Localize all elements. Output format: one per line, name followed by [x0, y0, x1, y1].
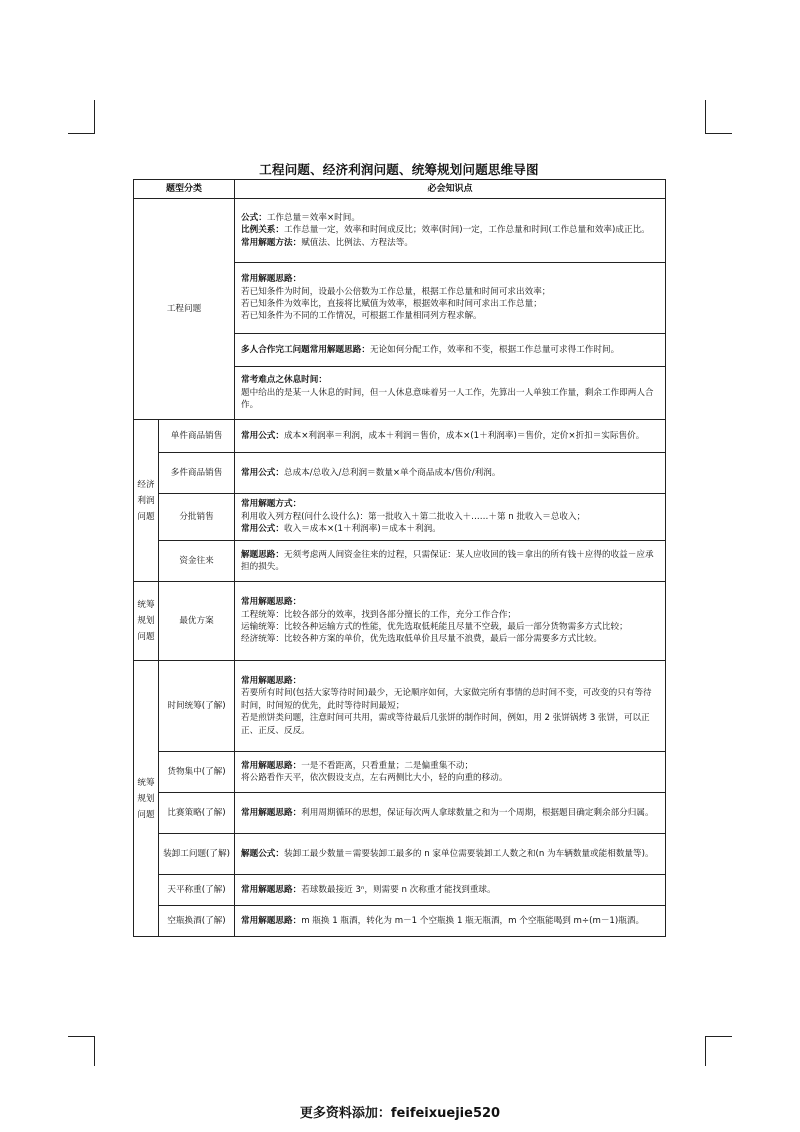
text: 若已知条件为效率比，直接将比赋值为效率，根据效率和时间可求出工作总量；	[241, 299, 542, 309]
text: 若球数最接近 3ⁿ，则需要 n 次称重才能找到重球。	[301, 884, 496, 895]
engineering-rest-cell	[235, 367, 666, 420]
crop-mark-top-left	[68, 133, 95, 134]
table-row	[134, 582, 666, 661]
text: 若要所有时间(包括大家等待时间)最少，无论顺序如何，大家做完所有事情的总时间不变，可改变的只有等待时间，时间短的优先，此时等待时间最短；	[241, 688, 652, 711]
text: 若是煎饼类问题，注意时间可共用，需或等待最后几张饼的制作时间，例如，用 2 张饼锅烤 3 张饼，可以正正、正反、反反。	[241, 713, 650, 736]
table-row	[134, 752, 666, 793]
engineering-teamwork-cell	[235, 334, 666, 367]
table-row	[134, 420, 666, 453]
bold-label: 常用解题思路：	[241, 807, 302, 818]
crop-mark-top-right	[705, 100, 706, 134]
header-category: 题型分类	[134, 180, 235, 199]
category-bottle-exchange: 空瓶换酒(了解)	[159, 906, 235, 937]
bold-label: 解题公式：	[241, 848, 284, 859]
knowledge-cell	[235, 494, 666, 541]
text: 题中给出的是某一人休息的时间，但一人休息意味着另一人工作，先算出一人单独工作量，剩余工作即两人合作。	[241, 387, 654, 411]
table-header-row	[134, 180, 666, 199]
table-row	[134, 793, 666, 834]
text: 赋值法、比例法、方程法等。	[301, 237, 413, 248]
bold-label: 解题思路：	[241, 549, 284, 560]
text: m 瓶换 1 瓶酒，转化为 m－1 个空瓶换 1 瓶无瓶酒，m 个空瓶能喝到 m÷(m－1)瓶酒。	[301, 915, 645, 926]
bold-label: 常用公式：	[241, 430, 284, 441]
cell-heading: 常用解题思路：	[241, 597, 302, 608]
text: 收入＝成本×(1＋利润率)＝成本＋利润。	[284, 524, 441, 535]
text: 若已知条件为时间，设最小公倍数为工作总量，根据工作总量和时间可求出效率；	[241, 286, 551, 297]
text: 工程统筹：比较各部分的效率，找到各部分擅长的工作，充分工作合作；	[241, 609, 517, 620]
table-row	[134, 875, 666, 906]
knowledge-cell	[235, 875, 666, 906]
text: 无论如何分配工作，效率和不变，根据工作总量可求得工作时间。	[369, 344, 620, 355]
engineering-approach-cell	[235, 263, 666, 334]
knowledge-cell	[235, 906, 666, 937]
category-optimal-plan: 最优方案	[159, 582, 235, 661]
category-balance: 天平称重(了解)	[159, 875, 235, 906]
text: 运输统筹：比较各种运输方式的性能，优先选取低耗能且尽量不空载，最后一部分货物需多方式比较；	[241, 622, 628, 632]
bold-label: 公式：	[241, 212, 267, 223]
bold-label: 常用解题思路：	[241, 760, 302, 771]
crop-mark-top-right	[705, 133, 732, 134]
table-row	[134, 661, 666, 752]
header-knowledge: 必会知识点	[235, 180, 666, 199]
knowledge-cell	[235, 793, 666, 834]
bold-label: 常用公式：	[241, 467, 284, 478]
text: 若已知条件为不同的工作情况，可根据工作量相同列方程求解。	[241, 311, 482, 322]
category-fund-flow: 资金往来	[159, 541, 235, 582]
text: 工作总量一定，效率和时间成反比；效率(时间)一定，工作总量和时间(工作总量和效率)成正比。	[284, 225, 650, 236]
table-row	[134, 453, 666, 494]
category-loaders: 装卸工问题(了解)	[159, 834, 235, 875]
bold-label: 常用解题思路：	[241, 884, 302, 895]
engineering-formula-cell	[235, 199, 666, 263]
crop-mark-bottom-right	[705, 1036, 706, 1066]
bold-label: 常用解题思路：	[241, 915, 302, 926]
knowledge-cell	[235, 661, 666, 752]
category-cargo: 货物集中(了解)	[159, 752, 235, 793]
table-row	[134, 494, 666, 541]
table-row	[134, 906, 666, 937]
crop-mark-bottom-right	[705, 1036, 732, 1037]
cell-heading: 常用解题思路：	[241, 675, 302, 686]
cell-heading: 常用解题思路：	[241, 274, 302, 285]
text: 利用周期循环的思想，保证每次两人拿球数量之和为一个周期，根据题目确定剩余部分归属。	[301, 807, 654, 818]
group-economy: 经济利润问题	[134, 420, 159, 582]
category-batch-sale: 分批销售	[159, 494, 235, 541]
bold-label: 比例关系：	[241, 225, 284, 236]
category-single-item: 单件商品销售	[159, 420, 235, 453]
text: 一是不看距离，只看重量；二是偏重集不动；	[301, 760, 474, 771]
bold-label: 常用解题方法：	[241, 237, 302, 248]
crop-mark-bottom-left	[68, 1036, 95, 1037]
text: 成本×利润率＝利润，成本＋利润＝售价，成本×(1＋利润率)＝售价，定价×折扣＝实际售价。	[284, 430, 645, 441]
footer-contact: 更多资料添加：feifeixuejie520	[299, 1106, 501, 1121]
text: 无须考虑两人间资金往来的过程，只需保证：某人应收回的钱＝拿出的所有钱＋应得的收益－应承担的损失。	[241, 549, 654, 572]
page-title: 工程问题、经济利润问题、统筹规划问题思维导图	[259, 162, 539, 177]
table-row	[134, 834, 666, 875]
knowledge-cell	[235, 420, 666, 453]
text: 工作总量＝效率×时间。	[266, 212, 360, 223]
bold-label: 常用公式：	[241, 524, 284, 535]
cell-heading: 常用解题方式：	[241, 499, 302, 510]
group-planning: 统筹规划问题	[134, 661, 159, 937]
category-time-planning: 时间统筹(了解)	[159, 661, 235, 752]
table-row	[134, 541, 666, 582]
crop-mark-top-left	[94, 100, 95, 134]
crop-mark-bottom-left	[94, 1036, 95, 1066]
knowledge-cell	[235, 834, 666, 875]
text: 将公路看作天平，依次假设支点，左右两侧比大小，轻的向重的移动。	[241, 773, 508, 783]
category-match-strategy: 比赛策略(了解)	[159, 793, 235, 834]
group-engineering: 工程问题	[134, 199, 235, 420]
text: 装卸工最少数量＝需要装卸工最多的 n 家单位需要装卸工人数之和(n 为车辆数量或能相数量等)。	[284, 848, 654, 859]
text: 总成本/总收入/总利润＝数量×单个商品成本/售价/利润。	[284, 467, 501, 478]
mindmap-table	[133, 179, 666, 937]
text: 经济统筹：比较各种方案的单价，优先选取低单价且尽量不浪费，最后一部分需要多方式比较。	[241, 634, 602, 645]
table-row	[134, 199, 666, 263]
bold-label: 多人合作完工问题常用解题思路：	[241, 344, 370, 355]
knowledge-cell	[235, 453, 666, 494]
knowledge-cell	[235, 541, 666, 582]
cell-heading: 常考难点之休息时间：	[241, 375, 327, 386]
group-planning: 统筹规划问题	[134, 582, 159, 661]
category-multi-item: 多件商品销售	[159, 453, 235, 494]
text: 利用收入列方程(问什么设什么)：第一批收入＋第二批收入＋……＋第 n 批收入＝总收入；	[241, 511, 586, 522]
knowledge-cell	[235, 752, 666, 793]
knowledge-cell	[235, 582, 666, 661]
